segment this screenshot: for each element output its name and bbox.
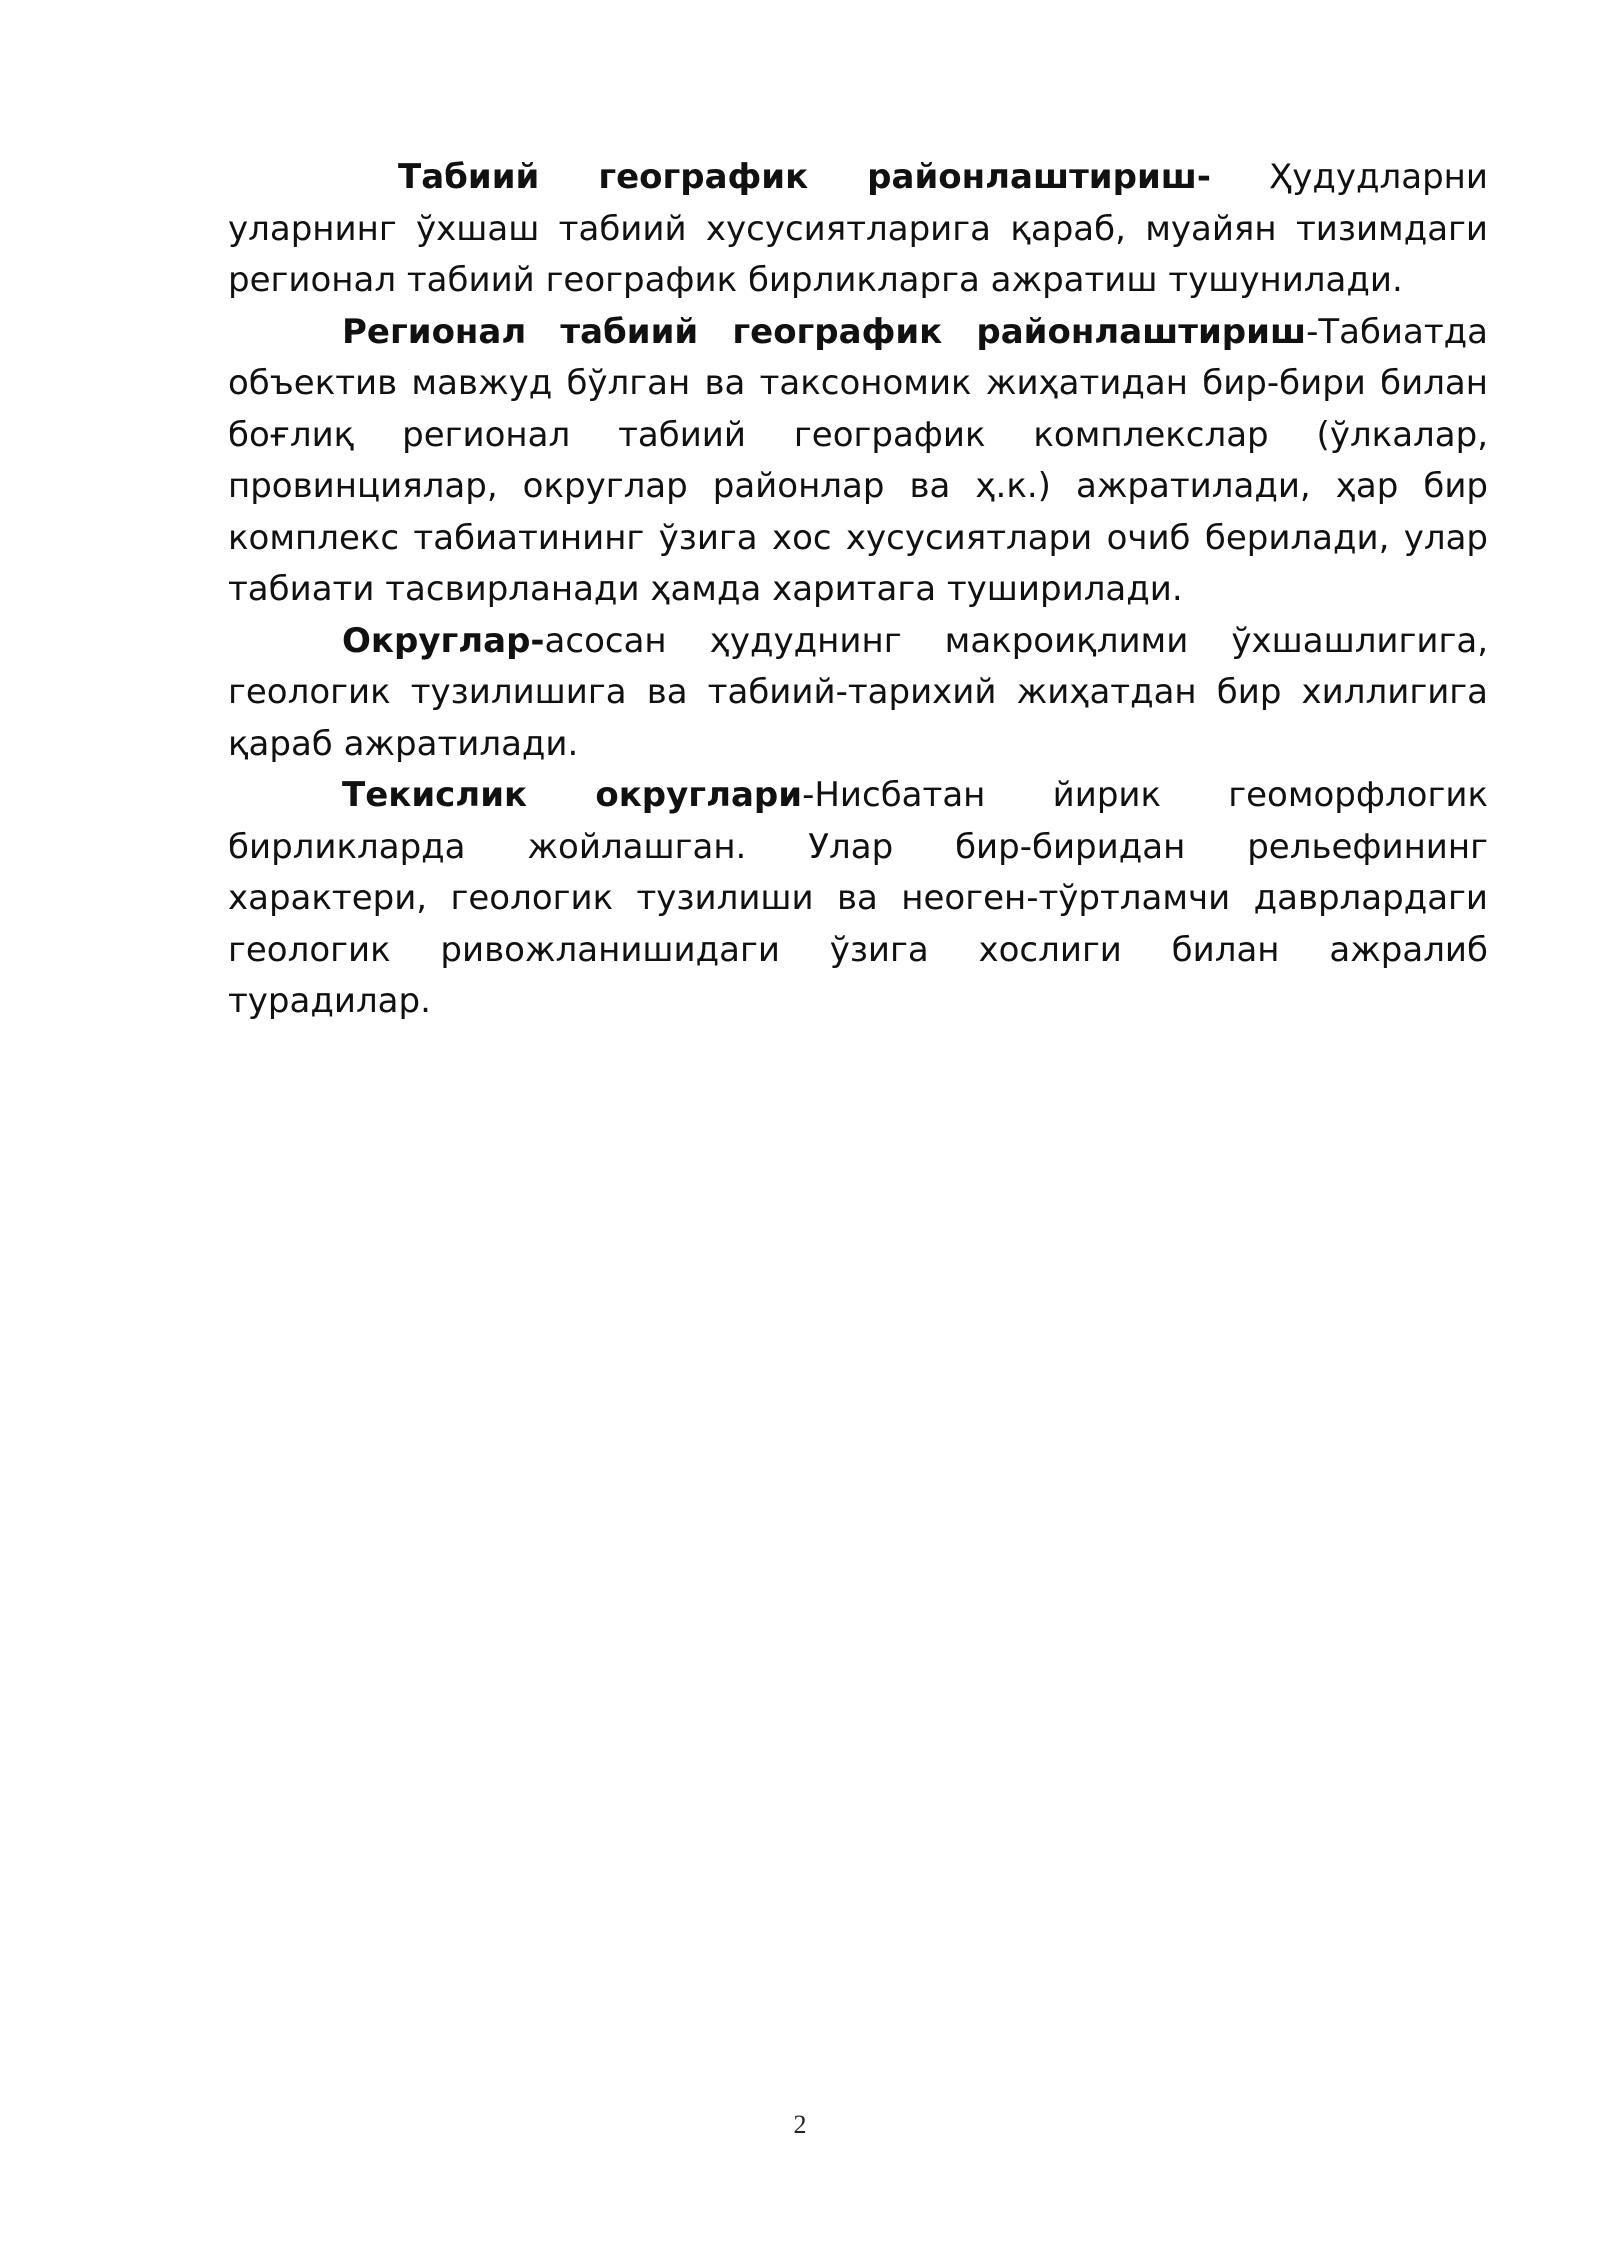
document-body [228,152,1488,1028]
term-regional-zoning: Регионал табиий географик районлаштириш [342,311,1307,352]
paragraph-plain-districts [228,770,1488,1028]
paragraph-natural-geographic-zoning [228,152,1488,307]
term-dash: - [1306,311,1319,352]
definition-text: асосан ҳудуднинг макроиқлими ўхшашлигига, геологик тузилишига ва табиий-тарихий жиҳатдан бир хиллигига қараб ажратилади. [228,620,1488,764]
term-plain-districts: Текислик округлари [342,775,803,815]
page-number: 2 [793,2110,807,2139]
term-dash: - [802,775,815,815]
definition-text: Ҳудудларни уларнинг ўхшаш табиий хусусиятларига қараб, муайян тизимдаги регионал табиий географик бирликларга ажратиш тушунилади. [228,157,1488,300]
term-natural-geographic-zoning: Табиий географик районлаштириш [398,157,1197,197]
paragraph-districts [228,616,1488,771]
term-dash: - [1196,157,1212,197]
term-districts: Округлар- [342,620,545,661]
paragraph-regional-zoning [228,307,1488,616]
definition-text: Нисбатан йирик геоморфлогик бирликларда жойлашган. Улар бир-биридан рельефининг характери, геологик тузилиши ва неоген-тўртламчи даврлардаги геологик ривожланишидаги ўзига хослиги билан ажралиб турадилар. [228,775,1488,1021]
definition-text: Табиатда объектив мавжуд бўлган ва таксономик жиҳатидан бир-бири билан боғлиқ регионал табиий географик комплекслар (ўлкалар, провинциялар, округлар районлар ва ҳ.к.) ажратилади, ҳар бир комплекс табиатининг ўзига хос хусусиятлари очиб берилади, улар табиати тасвирланади ҳамда харитага туширилади. [228,311,1488,609]
